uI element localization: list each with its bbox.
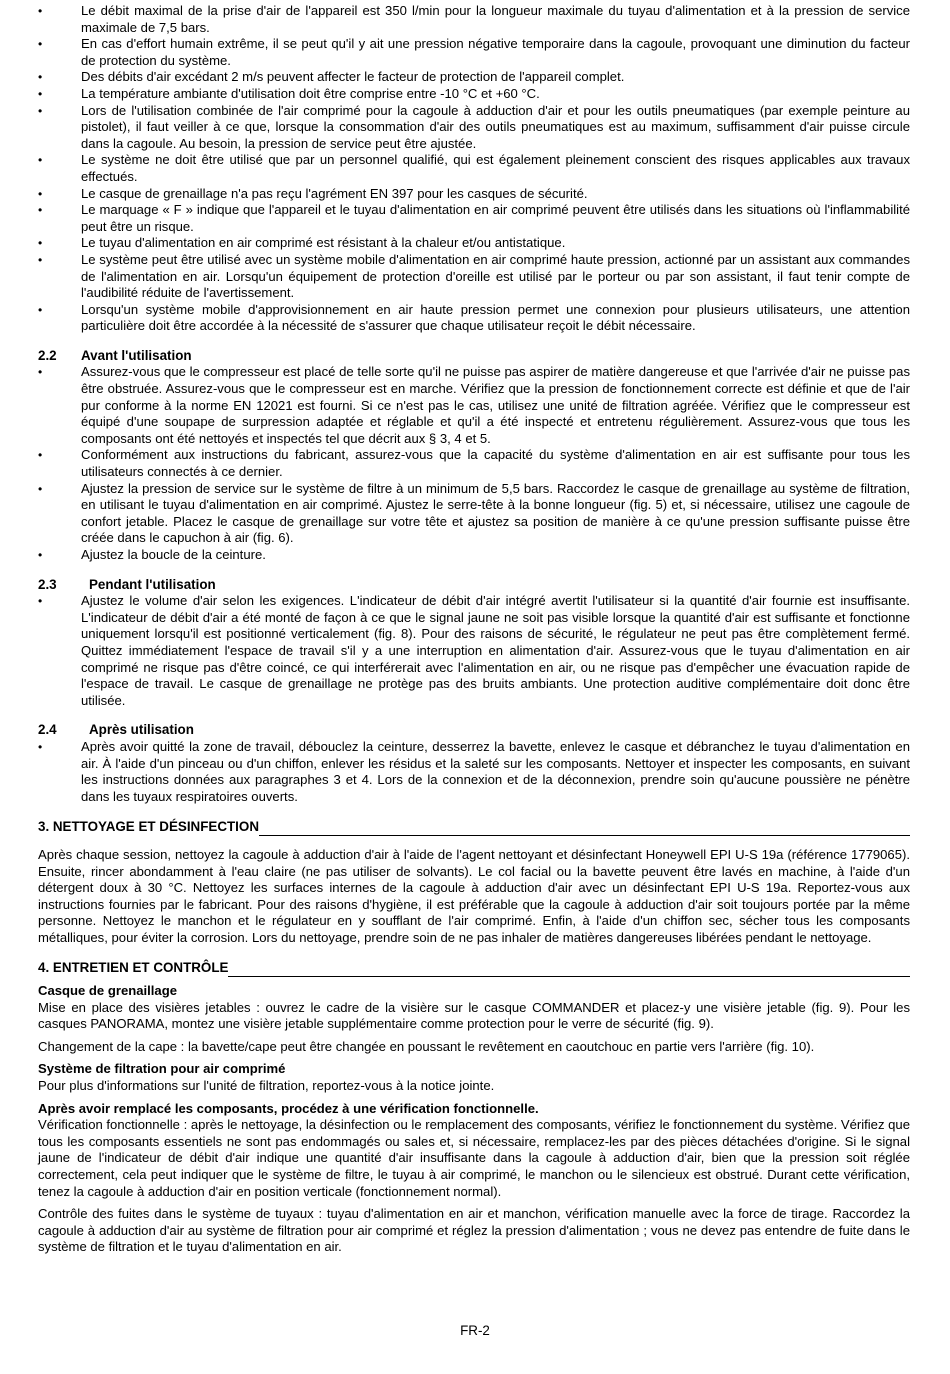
section-number: 2.3 [38,576,57,592]
section-number: 2.4 [38,722,57,738]
section-2-2-bullet-list [38,364,910,563]
section-2-3-heading [38,577,910,594]
section-2-2-heading [38,348,910,365]
list-item: • Assurez-vous que le compresseur est placé de telle sorte qu'il ne puisse pas aspirer de matière dangereuse et que l'arrivée d'air ne puisse pas être obstruée. Assurez-vous que le compresseur est en marche. Vérifiez que la pression de fonctionnement correcte est définie et que de l'air pur conforme à la norme EN 12021 est fourni. Si ce n'est pas le cas, utilisez une unité de filtration agréée. Vérifiez que le compresseur est équipé d'une soupape de surpression adaptée et réglable et qu'il a été inspecté et entretenu régulièrement. Assurez-vous que tous les composants ont été nettoyés et inspectés tel que décrit aux § 3, 4 et 5. [38,364,910,447]
list-item: • La température ambiante d'utilisation doit être comprise entre -10 °C et +60 °C. [38,86,910,103]
section-3-heading [38,819,910,836]
list-item: • Le système ne doit être utilisé que par un personnel qualifié, qui est également pleinement conscient des risques applicables aux travaux effectués. [38,152,910,185]
section-number: 2.2 [38,347,57,363]
section-title: 4. ENTRETIEN ET CONTRÔLE [38,960,229,976]
list-item: • Le marquage « F » indique que l'appareil et le tuyau d'alimentation en air comprimé peuvent être utilisés dans les situations où l'inflammabilité peut être un risque. [38,202,910,235]
casque-body: Mise en place des visières jetables : ouvrez le cadre de la visière sur le casque COMMANDER et placez-y une visière jetable (fig. 9). Pour les casques PANORAMA, montez une visière jetable supplémentaire comme protection pour le verre de sécurité (fig. 9). [38,999,910,1032]
list-item: • Le casque de grenaillage n'a pas reçu l'agrément EN 397 pour les casques de sécurité. [38,186,910,203]
heading-rule [228,964,910,977]
list-item: • Le tuyau d'alimentation en air comprimé est résistant à la chaleur et/ou antistatique. [38,235,910,252]
section-title: Avant l'utilisation [81,347,192,363]
list-item: • Lorsqu'un système mobile d'approvisionnement en air haute pression permet une connexion pour plusieurs utilisateurs, une attention particulière doit être accordée à la nécessité de s'assurer que chaque utilisateur reçoit le débit nécessaire. [38,302,910,335]
list-item: • Le système peut être utilisé avec un système mobile d'alimentation en air comprimé haute pression, actionné par un assistant aux commandes de l'alimentation en air. Lorsqu'un équipement de protection d'oreille est utilisé par le porteur ou par son assistant, il faut tenir compte de l'audibilité réduite de l'avertissement. [38,252,910,302]
section-2-4-heading [38,722,910,739]
filtration-body: Pour plus d'informations sur l'unité de filtration, reportez-vous à la notice jointe. [38,1078,495,1094]
section-2-4-bullet-list [38,739,910,805]
section-title: Après utilisation [89,722,194,738]
list-item: • Des débits d'air excédant 2 m/s peuvent affecter le facteur de protection de l'appareil complet. [38,69,910,86]
cape-body: Changement de la cape : la bavette/cape peut être changée en poussant le revêtement en caoutchouc en partie vers l'arrière (fig. 10). [38,1038,815,1054]
list-item: • En cas d'effort humain extrême, il se peut qu'il y ait une pression négative temporaire dans la cagoule, provoquant une diminution du facteur de protection du système. [38,36,910,69]
document-page [38,3,910,1256]
list-item: • Ajustez la pression de service sur le système de filtre à un minimum de 5,5 bars. Raccordez le casque de grenaillage au système de filtration, en utilisant le tuyau d'alimentation en air comprimé. Ajustez le serre-tête à la bonne longueur (fig. 5) et, si nécessaire, utilisez une cagoule de confort jetable. Placez le casque de grenaillage sur votre tête et ajustez sa position de manière à ce qu'une pression suffisante puisse être créée dans le capuchon à air (fig. 6). [38,481,910,547]
list-item: • Le débit maximal de la prise d'air de l'appareil est 350 l/min pour la longueur maximale du tuyau d'alimentation et à la pression de service maximale de 7,5 bars. [38,3,910,36]
section-2-3-bullet-list [38,593,910,709]
intro-bullet-list [38,3,910,335]
heading-rule [259,823,910,836]
filtration-heading: Système de filtration pour air comprimé [38,1061,286,1077]
section-title: Pendant l'utilisation [89,576,216,592]
page-number: FR-2 [460,1323,490,1338]
list-item: • Ajustez la boucle de la ceinture. [38,547,910,564]
verification-heading: Après avoir remplacé les composants, procédez à une vérification fonctionnelle. [38,1100,539,1116]
list-item: • Ajustez le volume d'air selon les exigences. L'indicateur de débit d'air intégré avertit l'utilisateur si la quantité d'air fournie est insuffisante. L'indicateur de débit d'air a été monté de façon à ce que le signal jaune ne soit pas visible lorsque la quantité d'air est suffisante et fonctionne uniquement lorsqu'il est positionné verticalement (fig. 8). Pour des raisons de sécurité, le régulateur ne peut pas être complètement fermé. Quittez immédiatement l'espace de travail s'il y a une interruption en alimentation d'air. Assurez-vous que le tuyau d'alimentation en air comprimé ne risque pas d'être coincé, ce qui interférerait avec l'alimentation en air, ou ne risque pas d'empêcher une évacuation rapide de l'espace de travail. Le casque de grenaillage ne protège pas des bruits ambiants. Une protection auditive complémentaire doit donc être utilisée. [38,593,910,709]
section-4-heading [38,960,910,977]
list-item: • Après avoir quitté la zone de travail, débouclez la ceinture, desserrez la bavette, enlevez le casque et débranchez le tuyau d'alimentation en air. À l'aide d'un pinceau ou d'un chiffon, enlever les résidus et la saleté sur les composants. Nettoyer et inspecter les composants, en suivant les instructions données aux paragraphes 3 et 4. Lors de la connexion et de la déconnexion, prendre soin qu'aucune poussière ne pénètre dans les tuyaux respiratoires ouverts. [38,739,910,805]
leak-check-body: Contrôle des fuites dans le système de tuyaux : tuyau d'alimentation en air et manchon, vérification manuelle avec la force de tirage. Raccordez la cagoule à adduction d'air au système de filtration pour air comprimé et réglez la pression d'alimentation ; vous ne devez pas entendre de fuite dans le système de filtration et le tuyau d'alimentation en air. [38,1206,910,1255]
casque-heading: Casque de grenaillage [38,983,177,999]
section-3-body: Après chaque session, nettoyez la cagoule à adduction d'air à l'aide de l'agent nettoyant et désinfectant Honeywell EPI U-S 19a (référence 1779065). Ensuite, rincer abondamment à l'eau claire (ne pas utiliser de solvants). Le col facial ou la bavette peuvent être lavés en machine, à l'aide d'un détergent doux à 30 °C. Nettoyez les surfaces internes de la cagoule à adduction d'air avec un désinfectant EPI U-S 19a. Reportez-vous aux instructions fournies par le fabricant. Pour des raisons d'hygiène, il est préférable que la cagoule à adduction d'air soit toujours portée par la même personne. Nettoyez le manchon et le régulateur en y soufflant de l'air comprimé. Enfin, à l'aide d'un chiffon sec, sécher tous les composants métalliques, pour éviter la corrosion. Lors du nettoyage, prendre soin de ne pas inhaler de matières dangereuses libérées pendant le nettoyage. [38,846,910,945]
list-item: • Lors de l'utilisation combinée de l'air comprimé pour la cagoule à adduction d'air et pour les outils pneumatiques (par exemple peinture au pistolet), il faut veiller à ce que, lorsque la consommation d'air des outils pneumatiques est au maximum, suffisamment d'air puisse circule dans la cagoule. Au besoin, la pression de service peut être ajustée. [38,103,910,153]
list-item: • Conformément aux instructions du fabricant, assurez-vous que la capacité du système d'alimentation en air est suffisante pour tous les utilisateurs connectés à ce dernier. [38,447,910,480]
verification-body: Vérification fonctionnelle : après le nettoyage, la désinfection ou le remplacement des composants, vérifiez le fonctionnement du système. Vérifiez que tous les composants essentiels ne sont pas endommagés ou sales et, si nécessaire, remplacez-les par des pièces détachées d'origine. Si le signal jaune de l'indicateur de débit d'air indique une quantité d'air insuffisante dans la cagoule à adduction d'air, bien que la pression soit réglée correctement, cela peut indiquer que le système de filtre, le tuyau à air comprimé, le manchon ou le silencieux est obstrué. Durant cette vérification, tenez la cagoule à adduction d'air en position verticale (fonctionnement normal). [38,1117,910,1199]
section-title: 3. NETTOYAGE ET DÉSINFECTION [38,819,259,835]
